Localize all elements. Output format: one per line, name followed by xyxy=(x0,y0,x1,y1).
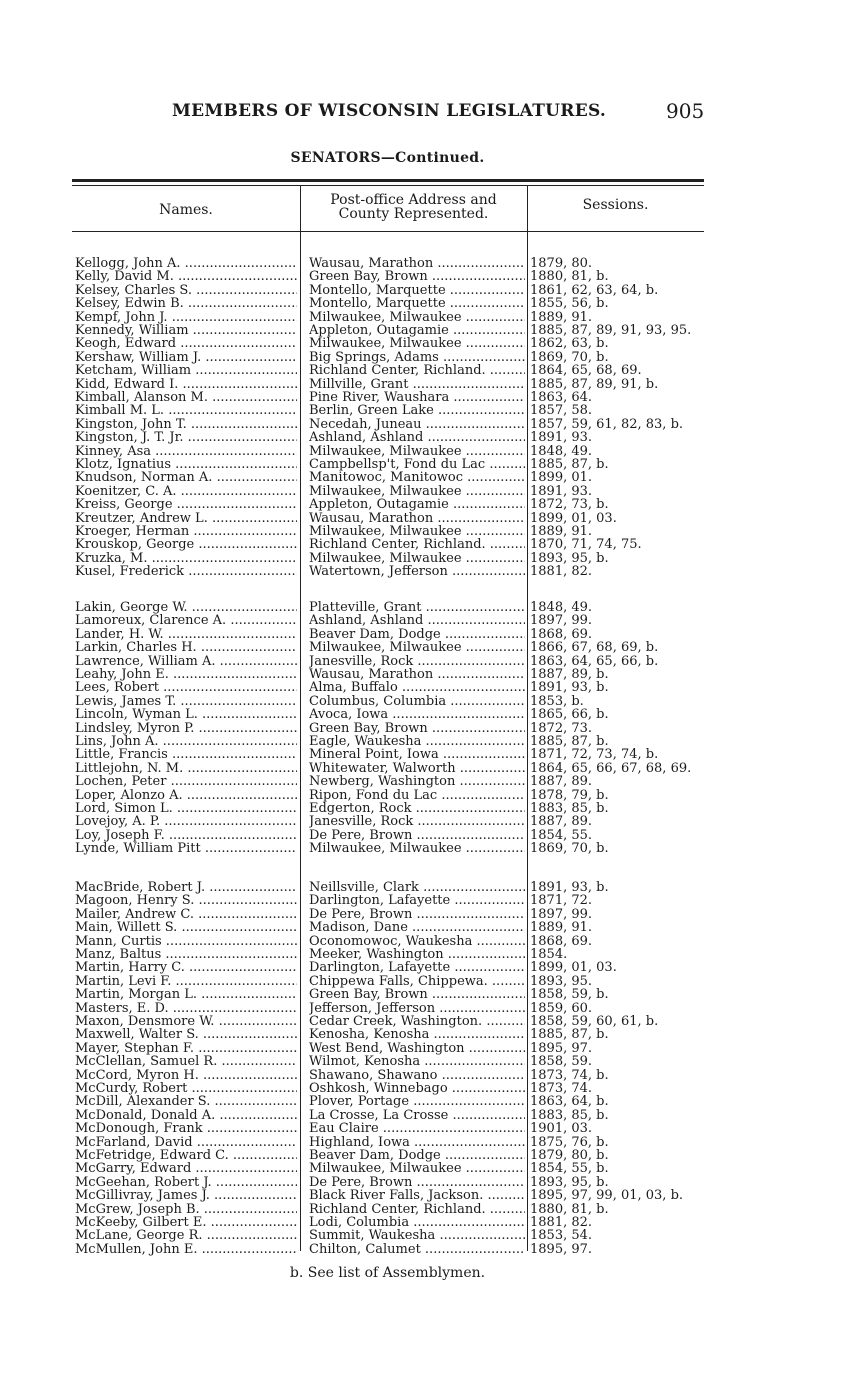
senator-name: Kreutzer, Andrew L. ..... xyxy=(75,512,297,526)
sessions-value: 1855, 56, b. xyxy=(530,297,609,312)
senator-name: Loper, Alonzo A. ..... xyxy=(75,789,297,803)
senator-name: McFetridge, Edward C. ..... xyxy=(75,1149,297,1163)
table-top-rule xyxy=(72,179,704,182)
senator-name: Lawrence, William A. ..... xyxy=(75,655,297,669)
post-office-county: Milwaukee, Milwaukee ..... xyxy=(309,525,525,539)
senator-name: Maxwell, Walter S. ..... xyxy=(75,1028,297,1042)
post-office-county: Jefferson, Jefferson ..... xyxy=(309,1002,525,1016)
table-row xyxy=(0,1055,859,1069)
table-row xyxy=(0,351,859,365)
post-office-county: Avoca, Iowa ..... xyxy=(309,708,525,722)
table-row xyxy=(0,1176,859,1190)
post-office-county: Berlin, Green Lake ..... xyxy=(309,404,525,418)
senator-name: Leahy, John E. ..... xyxy=(75,668,297,682)
senator-name: Manz, Baltus ..... xyxy=(75,948,297,962)
table-row xyxy=(0,1229,859,1243)
post-office-county: Kenosha, Kenosha ..... xyxy=(309,1028,525,1042)
sessions-value: 1893, 95. xyxy=(530,974,593,989)
senator-name: Lamoreux, Clarence A. ..... xyxy=(75,614,297,628)
table-row xyxy=(0,842,859,856)
post-office-county: Montello, Marquette ..... xyxy=(309,284,525,298)
table-header-rule xyxy=(72,231,704,232)
column-header-post-line1: Post-office Address and xyxy=(330,192,497,208)
senator-name: Mailer, Andrew C. ..... xyxy=(75,908,297,922)
column-header-names: Names. xyxy=(159,202,213,218)
senator-name: Ketcham, William ..... xyxy=(75,364,297,378)
table-row xyxy=(0,525,859,539)
post-office-county: Millville, Grant ..... xyxy=(309,378,525,392)
senator-name: Kinney, Asa ..... xyxy=(75,445,297,459)
post-office-county: Wilmot, Kenosha ..... xyxy=(309,1055,525,1069)
post-office-county: Richland Center, Richland. ..... xyxy=(309,1203,525,1217)
senator-name: MacBride, Robert J. ..... xyxy=(75,881,297,895)
post-office-county: La Crosse, La Crosse ..... xyxy=(309,1109,525,1123)
senator-name: McCord, Myron H. ..... xyxy=(75,1069,297,1083)
sessions-value: 1895, 97. xyxy=(530,1041,593,1056)
sessions-value: 1878, 79, b. xyxy=(530,788,609,803)
senator-name: Kidd, Edward I. ..... xyxy=(75,378,297,392)
table-row xyxy=(0,894,859,908)
table-row xyxy=(0,257,859,271)
post-office-county: De Pere, Brown ..... xyxy=(309,1176,525,1190)
table-row xyxy=(0,961,859,975)
sessions-value: 1899, 01, 03. xyxy=(530,961,617,976)
table-row xyxy=(0,1149,859,1163)
post-office-county: Plover, Portage ..... xyxy=(309,1095,525,1109)
senator-name: Kingston, John T. ..... xyxy=(75,418,297,432)
post-office-county: Watertown, Jefferson ..... xyxy=(309,565,525,579)
senator-name: McGillivray, James J. ..... xyxy=(75,1189,297,1203)
post-office-county: Highland, Iowa ..... xyxy=(309,1136,525,1150)
table-row xyxy=(0,284,859,298)
post-office-county: Wausau, Marathon ..... xyxy=(309,512,525,526)
table-row xyxy=(0,512,859,526)
senator-name: Little, Francis ..... xyxy=(75,748,297,762)
sessions-value: 1854, 55, b. xyxy=(530,1162,609,1177)
post-office-county: Ashland, Ashland ..... xyxy=(309,614,525,628)
post-office-county: Milwaukee, Milwaukee ..... xyxy=(309,842,525,856)
sessions-value: 1863, 64, b. xyxy=(530,1095,609,1110)
table-row xyxy=(0,431,859,445)
table-row xyxy=(0,1095,859,1109)
sessions-value: 1891, 93, b. xyxy=(530,881,609,895)
table-row xyxy=(0,1042,859,1056)
table-row xyxy=(0,601,859,615)
table-row xyxy=(0,988,859,1002)
post-office-county: West Bend, Washington ..... xyxy=(309,1042,525,1056)
table-row xyxy=(0,498,859,512)
senator-name: Kreiss, George ..... xyxy=(75,498,297,512)
sessions-value: 1891, 93. xyxy=(530,484,593,499)
post-office-county: Cedar Creek, Washington. ..... xyxy=(309,1015,525,1029)
senator-name: Kusel, Frederick ..... xyxy=(75,565,297,579)
senator-name: Kelly, David M. ..... xyxy=(75,270,297,284)
sessions-value: 1871, 72. xyxy=(530,894,593,909)
table-row xyxy=(0,552,859,566)
post-office-county: Ashland, Ashland ..... xyxy=(309,431,525,445)
senator-name: Martin, Levi F. ..... xyxy=(75,975,297,989)
senator-name: McLane, George R. ..... xyxy=(75,1229,297,1243)
post-office-county: Appleton, Outagamie ..... xyxy=(309,498,525,512)
senator-name: Kelsey, Charles S. ..... xyxy=(75,284,297,298)
post-office-county: Green Bay, Brown ..... xyxy=(309,270,525,284)
senator-name: Kennedy, William ..... xyxy=(75,324,297,338)
sessions-value: 1885, 87, b. xyxy=(530,1028,609,1043)
running-title: MEMBERS OF WISCONSIN LEGISLATURES. xyxy=(172,101,607,121)
post-office-county: Milwaukee, Milwaukee ..... xyxy=(309,445,525,459)
sessions-value: 1885, 87, b. xyxy=(530,735,609,749)
post-office-county: Milwaukee, Milwaukee ..... xyxy=(309,485,525,499)
table-row xyxy=(0,641,859,655)
senator-name: Kershaw, William J. ..... xyxy=(75,351,297,365)
table-row xyxy=(0,829,859,843)
table-row xyxy=(0,1015,859,1029)
senator-name: Kimball M. L. ..... xyxy=(75,404,297,418)
sessions-value: 1880, 81, b. xyxy=(530,1202,609,1217)
senator-name: Kimball, Alanson M. ..... xyxy=(75,391,297,405)
table-row xyxy=(0,975,859,989)
senator-name: Lakin, George W. ..... xyxy=(75,601,297,615)
post-office-county: Newberg, Washington ..... xyxy=(309,775,525,789)
footnote: b. See list of Assemblymen. xyxy=(289,1265,486,1281)
table-row xyxy=(0,948,859,962)
table-row xyxy=(0,1216,859,1230)
post-office-county: Ripon, Fond du Lac ..... xyxy=(309,789,525,803)
table-row xyxy=(0,722,859,736)
senator-name: Kroeger, Herman ..... xyxy=(75,525,297,539)
senator-name: McFarland, David ..... xyxy=(75,1136,297,1150)
table-row xyxy=(0,681,859,695)
table-row xyxy=(0,324,859,338)
table-row xyxy=(0,802,859,816)
sessions-value: 1889, 91. xyxy=(530,310,593,325)
sessions-value: 1875, 76, b. xyxy=(530,1135,609,1150)
table-row xyxy=(0,1002,859,1016)
post-office-county: Edgerton, Rock ..... xyxy=(309,802,525,816)
senator-name: Keogh, Edward ..... xyxy=(75,337,297,351)
table-row xyxy=(0,378,859,392)
post-office-county: Chilton, Calumet ..... xyxy=(309,1243,525,1257)
sessions-value: 1901, 03. xyxy=(530,1122,593,1137)
sessions-value: 1859, 60. xyxy=(530,1001,593,1016)
sessions-value: 1883, 85, b. xyxy=(530,1108,609,1123)
sessions-value: 1857, 58. xyxy=(530,404,593,419)
senator-name: Lynde, William Pitt ..... xyxy=(75,842,297,856)
sessions-value: 1861, 62, 63, 64, b. xyxy=(530,283,659,298)
senator-name: McDill, Alexander S. ..... xyxy=(75,1095,297,1109)
table-row xyxy=(0,762,859,776)
table-row xyxy=(0,935,859,949)
post-office-county: Platteville, Grant ..... xyxy=(309,601,525,615)
sessions-value: 1893, 95, b. xyxy=(530,1175,609,1190)
table-row xyxy=(0,789,859,803)
table-row xyxy=(0,1028,859,1042)
senator-name: Kempf, John J. ..... xyxy=(75,311,297,325)
senator-name: Kellogg, John A. ..... xyxy=(75,257,297,271)
table-row xyxy=(0,311,859,325)
table-row xyxy=(0,404,859,418)
senator-name: McGrew, Joseph B. ..... xyxy=(75,1203,297,1217)
post-office-county: Richland Center, Richland. ..... xyxy=(309,364,525,378)
table-row xyxy=(0,1122,859,1136)
post-office-county: Mineral Point, Iowa ..... xyxy=(309,748,525,762)
sessions-value: 1880, 81, b. xyxy=(530,270,609,285)
sessions-value: 1864, 65, 68, 69. xyxy=(530,364,642,379)
table-row xyxy=(0,418,859,432)
senator-name: Lander, H. W. ..... xyxy=(75,628,297,642)
post-office-county: Oconomowoc, Waukesha ..... xyxy=(309,935,525,949)
table-row xyxy=(0,614,859,628)
post-office-county: Summit, Waukesha ..... xyxy=(309,1229,525,1243)
post-office-county: Chippewa Falls, Chippewa. ..... xyxy=(309,975,525,989)
sessions-value: 1864, 65, 66, 67, 68, 69. xyxy=(530,761,692,776)
table-row xyxy=(0,471,859,485)
sessions-value: 1869, 70, b. xyxy=(530,350,609,365)
post-office-county: Janesville, Rock ..... xyxy=(309,655,525,669)
sessions-value: 1854, 55. xyxy=(530,828,593,843)
senator-name: Masters, E. D. ..... xyxy=(75,1002,297,1016)
sessions-value: 1897, 99. xyxy=(530,907,593,922)
sessions-value: 1853, 54. xyxy=(530,1229,593,1244)
senator-name: Littlejohn, N. M. ..... xyxy=(75,762,297,776)
column-header-post-line2: County Represented. xyxy=(338,206,489,222)
post-office-county: Whitewater, Walworth ..... xyxy=(309,762,525,776)
sessions-value: 1885, 87, b. xyxy=(530,458,609,472)
table-row xyxy=(0,1069,859,1083)
sessions-value: 1872, 73. xyxy=(530,721,593,736)
sessions-value: 1858, 59, b. xyxy=(530,988,609,1003)
senator-name: Lincoln, Wyman L. ..... xyxy=(75,708,297,722)
table-row xyxy=(0,485,859,499)
post-office-county: Beaver Dam, Dodge ..... xyxy=(309,1149,525,1163)
senator-name: Kingston, J. T. Jr. ..... xyxy=(75,431,297,445)
table-row xyxy=(0,1082,859,1096)
sessions-value: 1885, 87, 89, 91, b. xyxy=(530,377,659,392)
table-row xyxy=(0,695,859,709)
table-row xyxy=(0,1203,859,1217)
senator-name: McMullen, John E. ..... xyxy=(75,1243,297,1257)
table-row xyxy=(0,735,859,749)
sessions-value: 1863, 64, 65, 66, b. xyxy=(530,654,659,669)
post-office-county: De Pere, Brown ..... xyxy=(309,829,525,843)
post-office-county: Green Bay, Brown ..... xyxy=(309,988,525,1002)
post-office-county: Darlington, Lafayette ..... xyxy=(309,894,525,908)
senator-name: Larkin, Charles H. ..... xyxy=(75,641,297,655)
senator-name: McGarry, Edward ..... xyxy=(75,1162,297,1176)
table-row xyxy=(0,748,859,762)
table-row xyxy=(0,1162,859,1176)
table-row xyxy=(0,1243,859,1257)
table-row xyxy=(0,708,859,722)
sessions-value: 1866, 67, 68, 69, b. xyxy=(530,641,659,656)
table-top-rule-thin xyxy=(72,185,704,186)
senator-name: Knudson, Norman A. ..... xyxy=(75,471,297,485)
post-office-county: Pine River, Waushara ..... xyxy=(309,391,525,405)
senator-name: Kelsey, Edwin B. ..... xyxy=(75,297,297,311)
sessions-value: 1889, 91. xyxy=(530,921,593,936)
sessions-value: 1872, 73, b. xyxy=(530,498,609,513)
sessions-value: 1887, 89. xyxy=(530,775,593,790)
senator-name: Lins, John A. ..... xyxy=(75,735,297,749)
senator-name: McDonald, Donald A. ..... xyxy=(75,1109,297,1123)
senator-name: McGeehan, Robert J. ..... xyxy=(75,1176,297,1190)
sessions-value: 1885, 87, 89, 91, 93, 95. xyxy=(530,324,692,338)
table-row xyxy=(0,921,859,935)
table-row xyxy=(0,391,859,405)
sessions-value: 1853, b. xyxy=(530,694,584,709)
sessions-value: 1871, 72, 73, 74, b. xyxy=(530,748,659,763)
sessions-value: 1895, 97. xyxy=(530,1242,593,1257)
post-office-county: Alma, Buffalo ..... xyxy=(309,681,525,695)
table-row xyxy=(0,1136,859,1150)
senator-name: Klotz, Ignatius ..... xyxy=(75,458,297,472)
table-row xyxy=(0,364,859,378)
senator-name: Loy, Joseph F. ..... xyxy=(75,829,297,843)
sessions-value: 1857, 59, 61, 82, 83, b. xyxy=(530,417,684,432)
sessions-value: 1854. xyxy=(530,948,568,962)
sessions-value: 1868, 69. xyxy=(530,934,593,949)
sessions-value: 1858, 59, 60, 61, b. xyxy=(530,1015,659,1029)
table-row xyxy=(0,270,859,284)
sessions-value: 1881, 82. xyxy=(530,1216,593,1230)
table-row xyxy=(0,655,859,669)
post-office-county: Wausau, Marathon ..... xyxy=(309,668,525,682)
table-row xyxy=(0,565,859,579)
senator-name: Lord, Simon L. ..... xyxy=(75,802,297,816)
sessions-value: 1883, 85, b. xyxy=(530,802,609,816)
senator-name: McKeeby, Gilbert E. ..... xyxy=(75,1216,297,1230)
column-header-post-office xyxy=(300,193,527,221)
post-office-county: Richland Center, Richland. ..... xyxy=(309,538,525,552)
table-row xyxy=(0,881,859,895)
post-office-county: Neillsville, Clark ..... xyxy=(309,881,525,895)
sessions-value: 1893, 95, b. xyxy=(530,551,609,566)
post-office-county: Big Springs, Adams ..... xyxy=(309,351,525,365)
sessions-value: 1848, 49. xyxy=(530,601,593,615)
senator-name: Mayer, Stephan F. ..... xyxy=(75,1042,297,1056)
post-office-county: Montello, Marquette ..... xyxy=(309,297,525,311)
senator-name: Lovejoy, A. P. ..... xyxy=(75,815,297,829)
post-office-county: Milwaukee, Milwaukee ..... xyxy=(309,1162,525,1176)
post-office-county: De Pere, Brown ..... xyxy=(309,908,525,922)
post-office-county: Campbellsp't, Fond du Lac ..... xyxy=(309,458,525,472)
sessions-value: 1887, 89, b. xyxy=(530,668,609,682)
post-office-county: Milwaukee, Milwaukee ..... xyxy=(309,552,525,566)
table-row xyxy=(0,815,859,829)
table-row xyxy=(0,775,859,789)
sessions-value: 1887, 89. xyxy=(530,815,593,830)
sessions-value: 1865, 66, b. xyxy=(530,708,609,723)
senator-name: Lewis, James T. ..... xyxy=(75,695,297,709)
sessions-value: 1873, 74. xyxy=(530,1082,593,1096)
senator-name: Lees, Robert ..... xyxy=(75,681,297,695)
post-office-county: Black River Falls, Jackson. ..... xyxy=(309,1189,525,1203)
sessions-value: 1858, 59. xyxy=(530,1055,593,1070)
post-office-county: Beaver Dam, Dodge ..... xyxy=(309,628,525,642)
sessions-value: 1863, 64. xyxy=(530,391,593,405)
table-row xyxy=(0,297,859,311)
sessions-value: 1873, 74, b. xyxy=(530,1068,609,1083)
post-office-county: Necedah, Juneau ..... xyxy=(309,418,525,432)
senator-name: McDonough, Frank ..... xyxy=(75,1122,297,1136)
table-row xyxy=(0,538,859,552)
table-row xyxy=(0,1189,859,1203)
post-office-county: Appleton, Outagamie ..... xyxy=(309,324,525,338)
senator-name: McClellan, Samuel R. ..... xyxy=(75,1055,297,1069)
post-office-county: Green Bay, Brown ..... xyxy=(309,722,525,736)
page-number: 905 xyxy=(666,99,705,123)
sessions-value: 1879, 80. xyxy=(530,257,593,271)
post-office-county: Janesville, Rock ..... xyxy=(309,815,525,829)
sessions-value: 1891, 93, b. xyxy=(530,681,609,696)
senator-name: Lochen, Peter ..... xyxy=(75,775,297,789)
table-row xyxy=(0,445,859,459)
sessions-value: 1870, 71, 74, 75. xyxy=(530,538,642,553)
table-row xyxy=(0,908,859,922)
post-office-county: Lodi, Columbia ..... xyxy=(309,1216,525,1230)
post-office-county: Shawano, Shawano ..... xyxy=(309,1069,525,1083)
senator-name: Koenitzer, C. A. ..... xyxy=(75,485,297,499)
sessions-value: 1889, 91. xyxy=(530,525,593,539)
table-row xyxy=(0,337,859,351)
section-subtitle: SENATORS—Continued. xyxy=(290,150,485,166)
sessions-value: 1862, 63, b. xyxy=(530,337,609,352)
table-row xyxy=(0,458,859,472)
senator-name: Lindsley, Myron P. ..... xyxy=(75,722,297,736)
senator-name: Martin, Harry C. ..... xyxy=(75,961,297,975)
post-office-county: Darlington, Lafayette ..... xyxy=(309,961,525,975)
senator-name: Krouskop, George ..... xyxy=(75,538,297,552)
sessions-value: 1879, 80, b. xyxy=(530,1149,609,1163)
post-office-county: Eagle, Waukesha ..... xyxy=(309,735,525,749)
sessions-value: 1848, 49. xyxy=(530,444,593,459)
sessions-value: 1868, 69. xyxy=(530,627,593,642)
post-office-county: Milwaukee, Milwaukee ..... xyxy=(309,337,525,351)
post-office-county: Wausau, Marathon ..... xyxy=(309,257,525,271)
senator-name: Mann, Curtis ..... xyxy=(75,935,297,949)
column-header-sessions: Sessions. xyxy=(582,197,649,213)
senator-name: McCurdy, Robert ..... xyxy=(75,1082,297,1096)
senator-name: Kruzka, M. ..... xyxy=(75,552,297,566)
post-office-county: Meeker, Washington ..... xyxy=(309,948,525,962)
post-office-county: Madison, Dane ..... xyxy=(309,921,525,935)
table-row xyxy=(0,628,859,642)
table-row xyxy=(0,668,859,682)
sessions-value: 1897, 99. xyxy=(530,614,593,629)
sessions-value: 1891, 93. xyxy=(530,431,593,446)
senator-name: Main, Willett S. ..... xyxy=(75,921,297,935)
sessions-value: 1899, 01. xyxy=(530,471,593,486)
sessions-value: 1881, 82. xyxy=(530,565,593,580)
senator-name: Maxon, Densmore W. ..... xyxy=(75,1015,297,1029)
post-office-county: Milwaukee, Milwaukee ..... xyxy=(309,641,525,655)
table-row xyxy=(0,1109,859,1123)
post-office-county: Columbus, Columbia ..... xyxy=(309,695,525,709)
post-office-county: Oshkosh, Winnebago ..... xyxy=(309,1082,525,1096)
sessions-value: 1895, 97, 99, 01, 03, b. xyxy=(530,1189,684,1204)
sessions-value: 1869, 70, b. xyxy=(530,842,609,857)
post-office-county: Manitowoc, Manitowoc ..... xyxy=(309,471,525,485)
senator-name: Martin, Morgan L. ..... xyxy=(75,988,297,1002)
post-office-county: Eau Claire ..... xyxy=(309,1122,525,1136)
post-office-county: Milwaukee, Milwaukee ..... xyxy=(309,311,525,325)
senator-name: Magoon, Henry S. ..... xyxy=(75,894,297,908)
sessions-value: 1899, 01, 03. xyxy=(530,511,617,526)
